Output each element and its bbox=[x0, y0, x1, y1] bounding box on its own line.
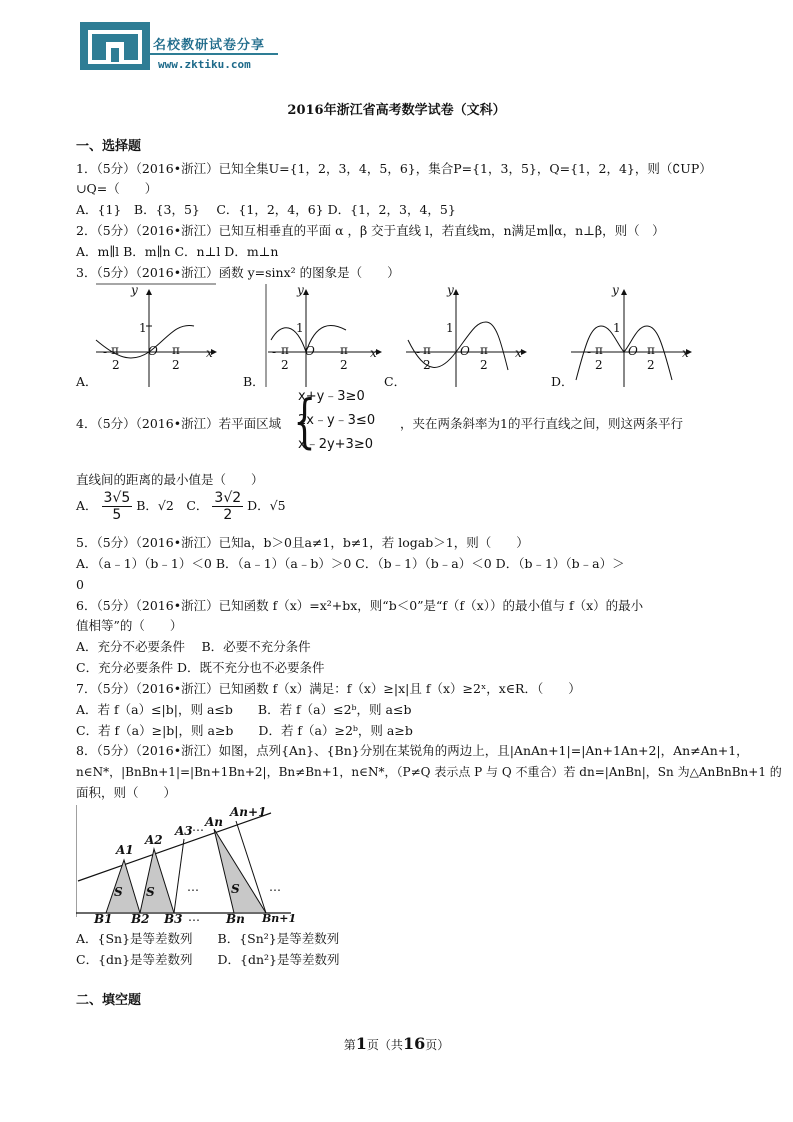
q7-options-2: C．若 f（a）≥|b|，则 a≥b D．若 f（a）≥2ᵇ，则 a≥b bbox=[76, 723, 413, 738]
fig-a1: A1 bbox=[116, 843, 134, 857]
graph-a-two-neg: 2 bbox=[112, 358, 120, 372]
fig-dots-mid: … bbox=[187, 880, 199, 894]
footer-mid: 页（共 bbox=[366, 1038, 403, 1052]
graph-b-two: 2 bbox=[340, 358, 348, 372]
q8-options-1: A．{Sn}是等差数列 B．{Sn²}是等差数列 bbox=[76, 931, 340, 946]
q6-stem-cont: 值相等”的（ ） bbox=[76, 618, 183, 633]
q8-stem-cont2: 面积，则（ ） bbox=[76, 785, 177, 800]
q7-options-1: A．若 f（a）≤|b|，则 a≤b B．若 f（a）≤2ᵇ，则 a≤b bbox=[76, 702, 412, 717]
q4-system bbox=[298, 385, 375, 457]
fig-b1: B1 bbox=[94, 912, 113, 926]
q5-options: A．（a﹣1）（b﹣1）＜0 B．（a﹣1）（a﹣b）＞0 C．（b﹣1）（b﹣a）＜0 D．（b﹣1）（b﹣a）＞ bbox=[76, 556, 625, 571]
q1-options: A．{1} B．{3，5} C．{1，2，4，6} D．{1，2，3，4，5} bbox=[76, 202, 456, 217]
graph-d-two-neg: 2 bbox=[595, 358, 603, 372]
graph-a-pi: π bbox=[172, 343, 180, 357]
q4-stem-cont2: 直线间的距离的最小值是（ ） bbox=[76, 472, 264, 487]
footer-page: 1 bbox=[355, 1034, 367, 1053]
q2-options: A．m∥l B．m∥n C．n⊥l D．m⊥n bbox=[76, 244, 279, 259]
q4-opt-c-frac bbox=[212, 490, 243, 523]
fig-an: An bbox=[205, 815, 224, 829]
graph-c-neg: - bbox=[416, 345, 421, 359]
logo-rule bbox=[150, 53, 278, 55]
q3-label-c: C． bbox=[384, 374, 407, 389]
graph-c-pi-neg: π bbox=[423, 343, 431, 357]
graph-c bbox=[406, 290, 526, 387]
section-heading-fill: 二、填空题 bbox=[76, 993, 142, 1008]
graph-a-x: x bbox=[206, 346, 213, 360]
q4-options bbox=[76, 490, 286, 523]
page-footer bbox=[0, 1034, 793, 1053]
q4-opt-c-den: 2 bbox=[223, 507, 233, 523]
graph-b-one: 1 bbox=[296, 321, 304, 335]
fig-dots-right: … bbox=[269, 880, 281, 894]
graph-b-o: O bbox=[305, 344, 315, 358]
graph-c-y: y bbox=[447, 283, 454, 297]
q4-opt-a-den: 5 bbox=[112, 507, 122, 523]
graph-d-pi: π bbox=[647, 343, 655, 357]
section-heading-choice: 一、选择题 bbox=[76, 139, 142, 154]
fig-b2: B2 bbox=[131, 912, 150, 926]
q4-ineq-2: 2x﹣y﹣3≤0 bbox=[298, 413, 376, 428]
q3-label-d: D． bbox=[551, 374, 574, 389]
graph-c-pi: π bbox=[480, 343, 488, 357]
logo-icon bbox=[80, 22, 150, 70]
graph-d bbox=[571, 290, 691, 387]
graph-d-neg: - bbox=[587, 345, 592, 359]
fig-b3: B3 bbox=[164, 912, 183, 926]
graph-d-o: O bbox=[628, 344, 638, 358]
fig-a3: A3 bbox=[175, 824, 193, 838]
fig-an1: An+1 bbox=[230, 805, 267, 819]
graph-b-neg: - bbox=[272, 345, 277, 359]
q6-options-2: C．充分必要条件 D．既不充分也不必要条件 bbox=[76, 660, 325, 675]
logo-text: 名校教研试卷分享 bbox=[153, 38, 266, 53]
graph-b-pi-neg: π bbox=[281, 343, 289, 357]
graph-b-two-neg: 2 bbox=[281, 358, 289, 372]
graph-c-x: x bbox=[515, 346, 522, 360]
q4-ineq-1: x+y﹣3≥0 bbox=[298, 389, 365, 404]
q6-stem: 6．（5分）（2016•浙江）已知函数 f（x）=x²+bx，则“b＜0”是“f（f（x））的最小值与 f（x）的最小 bbox=[76, 598, 644, 613]
fig-s2: S bbox=[146, 885, 155, 899]
fig-dots-bottom: … bbox=[188, 910, 200, 924]
graph-a-one: 1 bbox=[139, 321, 147, 335]
graph-c-two: 2 bbox=[480, 358, 488, 372]
fig-s3: S bbox=[231, 882, 240, 896]
q6-options-1: A．充分不必要条件 B．必要不充分条件 bbox=[76, 639, 311, 654]
graph-b-y: y bbox=[297, 283, 304, 297]
q5-stem: 5．（5分）（2016•浙江）已知a，b＞0且a≠1，b≠1，若 logab＞1，则（ ） bbox=[76, 535, 529, 550]
graph-d-one: 1 bbox=[613, 321, 621, 335]
q4-stem: 4．（5分）（2016•浙江）若平面区域 bbox=[76, 416, 282, 431]
q3-label-b: B． bbox=[243, 374, 265, 389]
graph-a-y: y bbox=[131, 283, 138, 297]
fig-bn1: Bn+1 bbox=[262, 912, 297, 925]
q8-stem-cont: n∈N*，|BnBn+1|=|Bn+1Bn+2|，Bn≠Bn+1，n∈N*，（P≠Q 表示点 P 与 Q 不重合）若 dn=|AnBn|，Sn 为△AnBnBn+1 的 bbox=[76, 765, 782, 779]
q4-stem-cont: ，夹在两条斜率为1的平行直线之间，则这两条平行 bbox=[400, 416, 683, 431]
q8-stem: 8．（5分）（2016•浙江）如图，点列{An}、{Bn}分别在某锐角的两边上，且|AnAn+1|=|An+1An+2|，An≠An+1， bbox=[76, 743, 749, 758]
fig-s1: S bbox=[114, 885, 123, 899]
q1-stem-cont: ∪Q=（ ） bbox=[76, 181, 158, 196]
graph-a-pi-neg: π bbox=[111, 343, 119, 357]
graph-c-two-neg: 2 bbox=[423, 358, 431, 372]
graph-c-one: 1 bbox=[446, 321, 454, 335]
fig-a2: A2 bbox=[145, 833, 163, 847]
footer-post: 页） bbox=[425, 1038, 450, 1052]
q5-options-cont: 0 bbox=[76, 577, 84, 592]
graph-d-x: x bbox=[682, 346, 689, 360]
q4-opt-b-label: B．√2 C． bbox=[136, 498, 209, 513]
graph-d-y: y bbox=[612, 283, 619, 297]
q8-options-2: C．{dn}是等差数列 D．{dn²}是等差数列 bbox=[76, 952, 340, 967]
fig-dots-top: … bbox=[192, 820, 204, 834]
q7-stem: 7．（5分）（2016•浙江）已知函数 f（x）满足：f（x）≥|x|且 f（x）≥2ˣ，x∈R．（ ） bbox=[76, 681, 581, 696]
footer-pre: 第 bbox=[343, 1038, 356, 1052]
q2-stem: 2．（5分）（2016•浙江）已知互相垂直的平面 α ，β 交于直线 l，若直线m，n满足m∥α，n⊥β，则（ ） bbox=[76, 223, 665, 238]
graph-b-x: x bbox=[370, 346, 377, 360]
q4-ineq-3: x﹣2y+3≥0 bbox=[298, 437, 373, 452]
q4-opt-c-num: 3√2 bbox=[214, 490, 242, 506]
graph-a-o: O bbox=[148, 344, 158, 358]
q4-opt-a-label: A． bbox=[76, 498, 98, 513]
fig-bn: Bn bbox=[226, 912, 245, 926]
graph-a-two: 2 bbox=[172, 358, 180, 372]
graph-d-two: 2 bbox=[647, 358, 655, 372]
q4-opt-d-label: D．√5 bbox=[247, 498, 286, 513]
q4-opt-a-num: 3√5 bbox=[103, 490, 131, 506]
page-title: 2016年浙江省高考数学试卷（文科） bbox=[287, 103, 506, 118]
q1-stem: 1．（5分）（2016•浙江）已知全集U={1，2，3，4，5，6}，集合P={1，3，5}，Q={1，2，4}，则（∁UP） bbox=[76, 161, 712, 176]
q3-label-a: A． bbox=[76, 374, 98, 389]
system-brace: { bbox=[293, 387, 316, 455]
graph-b-pi: π bbox=[340, 343, 348, 357]
graph-a-neg: - bbox=[103, 345, 108, 359]
q4-opt-a-frac bbox=[102, 490, 133, 523]
graph-d-pi-neg: π bbox=[595, 343, 603, 357]
footer-total: 16 bbox=[402, 1034, 426, 1053]
logo-url: www.zktiku.com bbox=[158, 58, 251, 71]
graph-c-o: O bbox=[460, 344, 470, 358]
q3-stem: 3．（5分）（2016•浙江）函数 y=sinx² 的图象是（ ） bbox=[76, 265, 400, 280]
